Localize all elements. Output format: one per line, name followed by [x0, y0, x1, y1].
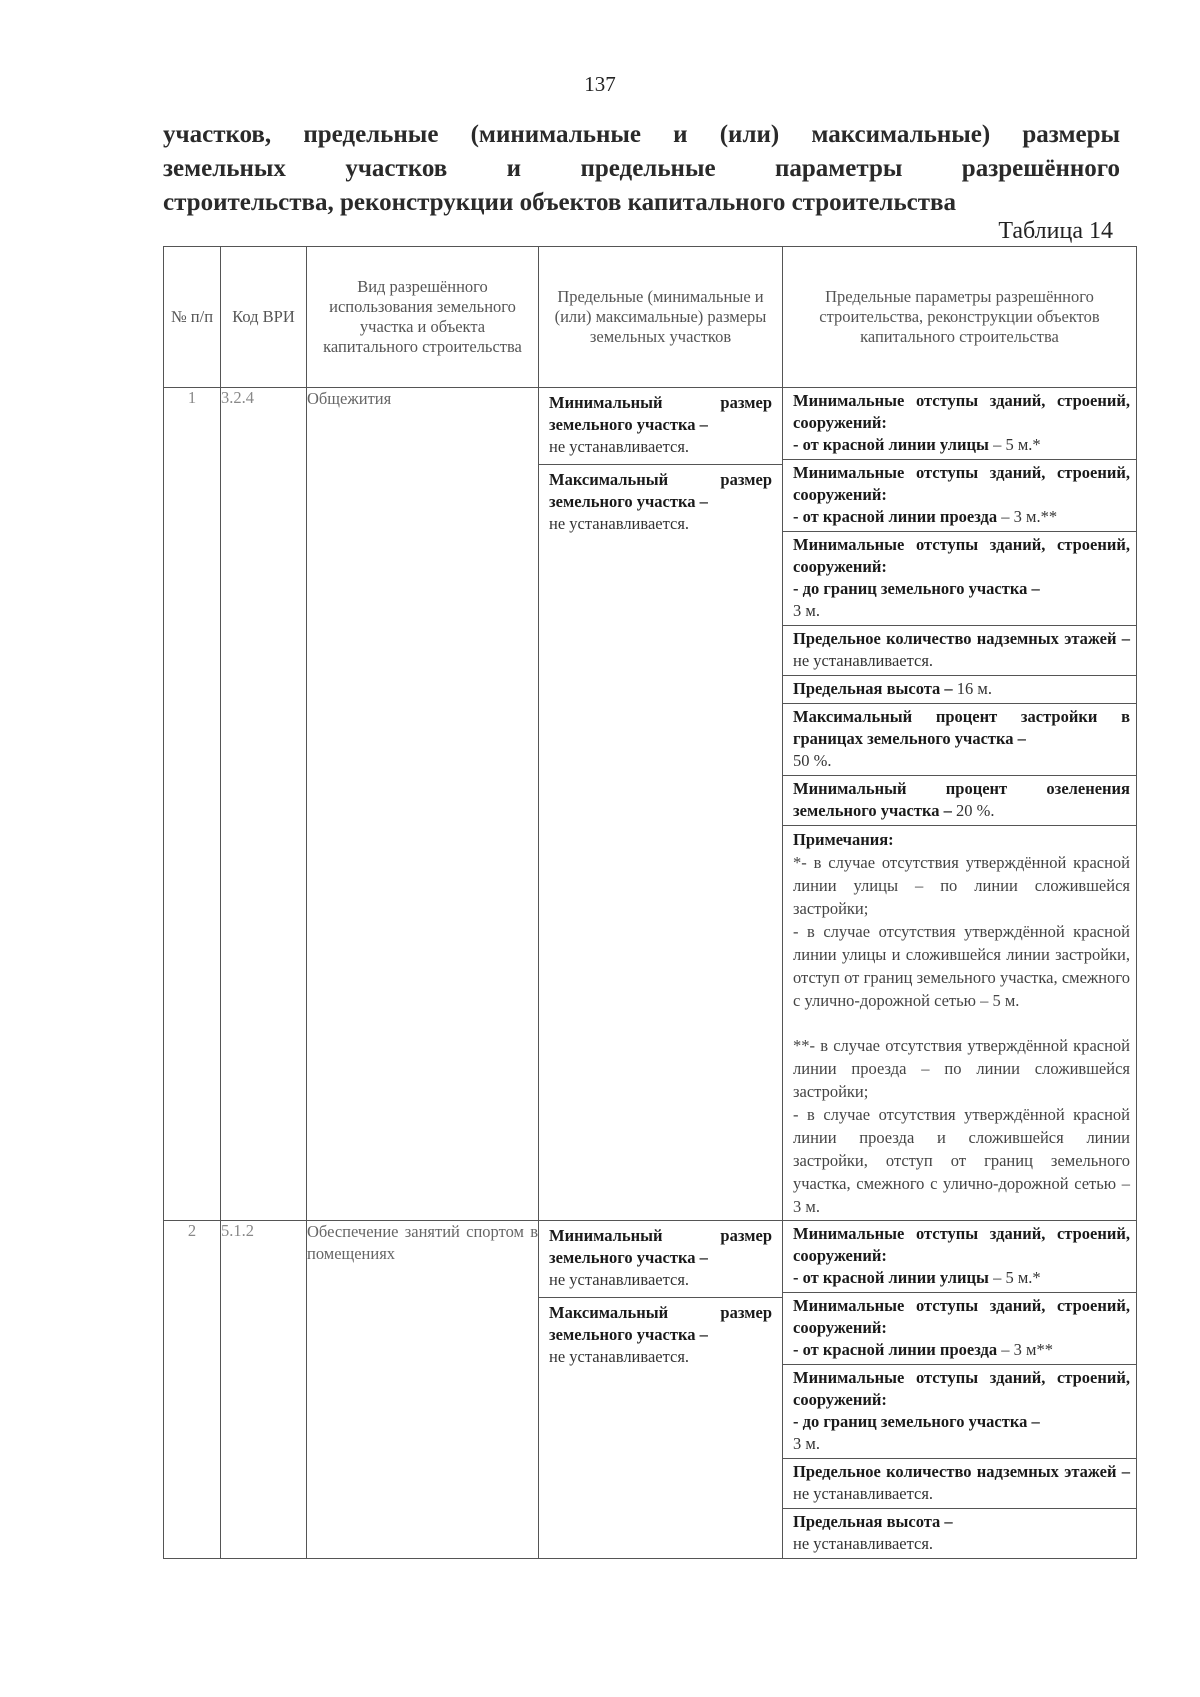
- param-entry: [783, 460, 1136, 532]
- table-row: [164, 388, 1137, 1221]
- header-code: Код ВРИ: [221, 247, 307, 388]
- page-number: 137: [584, 72, 616, 96]
- param-value: 3 м.: [793, 601, 820, 620]
- param-entry: [783, 626, 1136, 676]
- header-vid: Вид разрешённого использования земельного участка и объекта капитального строительства: [307, 247, 539, 388]
- note-paragraph: *- в случае отсутствия утверждённой красной линии улицы – по линии сложившейся застройки;: [793, 853, 1130, 918]
- size-label: Минимальный размер земельного участка –: [549, 393, 772, 434]
- param-sublabel: - от красной линии проезда: [793, 1340, 998, 1359]
- size-value: не устанавливается.: [549, 1347, 690, 1366]
- param-value: 20 %.: [951, 801, 995, 820]
- note-paragraph: - в случае отсутствия утверждённой красной линии проезда и сложившейся линии застройки, отступ от границ земельного участка, смежного с улично-дорожной сетью – 3 м.: [793, 1105, 1130, 1216]
- row-sizes-cell: [539, 388, 783, 1221]
- row-sizes-cell: [539, 1221, 783, 1559]
- size-entry: [539, 465, 782, 541]
- param-label: Предельная высота –: [793, 1512, 953, 1531]
- size-entry: [539, 1298, 782, 1374]
- row-num: 2: [164, 1221, 221, 1559]
- param-label: Минимальные отступы зданий, строений, сооружений:: [793, 1368, 1130, 1409]
- param-label: Минимальные отступы зданий, строений, сооружений:: [793, 1296, 1130, 1337]
- param-label: Максимальный процент застройки в границах земельного участка –: [793, 707, 1130, 748]
- param-value: не устанавливается.: [793, 651, 934, 670]
- note-paragraph: - в случае отсутствия утверждённой красной линии улицы и сложившейся линии застройки, отступ от границ земельного участка, смежного с улично-дорожной сетью – 5 м.: [793, 922, 1130, 1010]
- row-params-cell: [783, 388, 1137, 1221]
- heading-line-1: участков, предельные (минимальные и (или) максимальные) размеры: [163, 121, 1120, 148]
- row-vid: Общежития: [307, 388, 539, 1221]
- param-sublabel: - от красной линии улицы: [793, 435, 989, 454]
- param-value: – 5 м.*: [988, 1268, 1041, 1287]
- param-value: – 3 м.**: [997, 507, 1058, 526]
- table-label: Таблица 14: [998, 218, 1113, 244]
- row-code: 5.1.2: [221, 1221, 307, 1559]
- param-entry: [783, 1509, 1136, 1558]
- notes-title: Примечания:: [793, 830, 894, 849]
- heading-line-3: строительства, реконструкции объектов капитального строительства: [163, 189, 957, 216]
- param-entry: [783, 1293, 1136, 1365]
- table-header-row: [164, 247, 1137, 388]
- param-value: 3 м.: [793, 1434, 820, 1453]
- header-sizes: Предельные (минимальные и (или) максимальные) размеры земельных участков: [539, 247, 783, 388]
- zoning-parameters-table: [163, 246, 1137, 1559]
- size-entry: [539, 1221, 782, 1298]
- note-paragraph: **- в случае отсутствия утверждённой красной линии проезда – по линии сложившейся застройки;: [793, 1036, 1130, 1101]
- param-label: Минимальные отступы зданий, строений, сооружений:: [793, 535, 1130, 576]
- param-value: не устанавливается.: [793, 1484, 934, 1503]
- row-params-cell: [783, 1221, 1137, 1559]
- param-sublabel: - от красной линии улицы: [793, 1268, 989, 1287]
- param-entry: [783, 776, 1136, 826]
- param-entry: [783, 388, 1136, 460]
- header-num: № п/п: [164, 247, 221, 388]
- param-label: Минимальные отступы зданий, строений, сооружений:: [793, 391, 1130, 432]
- param-sublabel: - от красной линии проезда: [793, 507, 998, 526]
- param-label: Предельное количество надземных этажей –: [793, 1462, 1130, 1481]
- row-code: 3.2.4: [221, 388, 307, 1221]
- param-value: – 5 м.*: [988, 435, 1041, 454]
- header-params: Предельные параметры разрешённого строительства, реконструкции объектов капитального строительства: [783, 247, 1137, 388]
- param-label: Предельная высота –: [793, 679, 953, 698]
- param-label: Минимальные отступы зданий, строений, сооружений:: [793, 1224, 1130, 1265]
- param-entry: [783, 1221, 1136, 1293]
- param-sublabel: - до границ земельного участка –: [793, 579, 1040, 598]
- row-num: 1: [164, 388, 221, 1221]
- size-entry: [539, 388, 782, 465]
- param-value: 16 м.: [952, 679, 992, 698]
- param-value: – 3 м**: [997, 1340, 1053, 1359]
- heading-line-2: земельных участков и предельные параметры разрешённого: [163, 155, 1120, 182]
- table-row: [164, 1221, 1137, 1559]
- param-value: 50 %.: [793, 751, 832, 770]
- param-entry: [783, 704, 1136, 776]
- param-label: Минимальный процент озеленения земельного участка –: [793, 779, 1130, 820]
- param-label: Предельное количество надземных этажей –: [793, 629, 1130, 648]
- param-sublabel: - до границ земельного участка –: [793, 1412, 1040, 1431]
- size-label: Минимальный размер земельного участка –: [549, 1226, 772, 1267]
- size-label: Максимальный размер земельного участка –: [549, 1303, 772, 1344]
- param-entry: [783, 1459, 1136, 1509]
- size-label: Максимальный размер земельного участка –: [549, 470, 772, 511]
- document-heading: [163, 118, 1120, 220]
- notes-block: [783, 826, 1136, 1220]
- size-value: не устанавливается.: [549, 1270, 690, 1289]
- size-value: не устанавливается.: [549, 514, 690, 533]
- param-entry: [783, 1365, 1136, 1459]
- param-entry: [783, 532, 1136, 626]
- size-value: не устанавливается.: [549, 437, 690, 456]
- param-entry: [783, 676, 1136, 704]
- param-value: не устанавливается.: [793, 1534, 934, 1553]
- param-label: Минимальные отступы зданий, строений, сооружений:: [793, 463, 1130, 504]
- row-vid: Обеспечение занятий спортом в помещениях: [307, 1221, 539, 1559]
